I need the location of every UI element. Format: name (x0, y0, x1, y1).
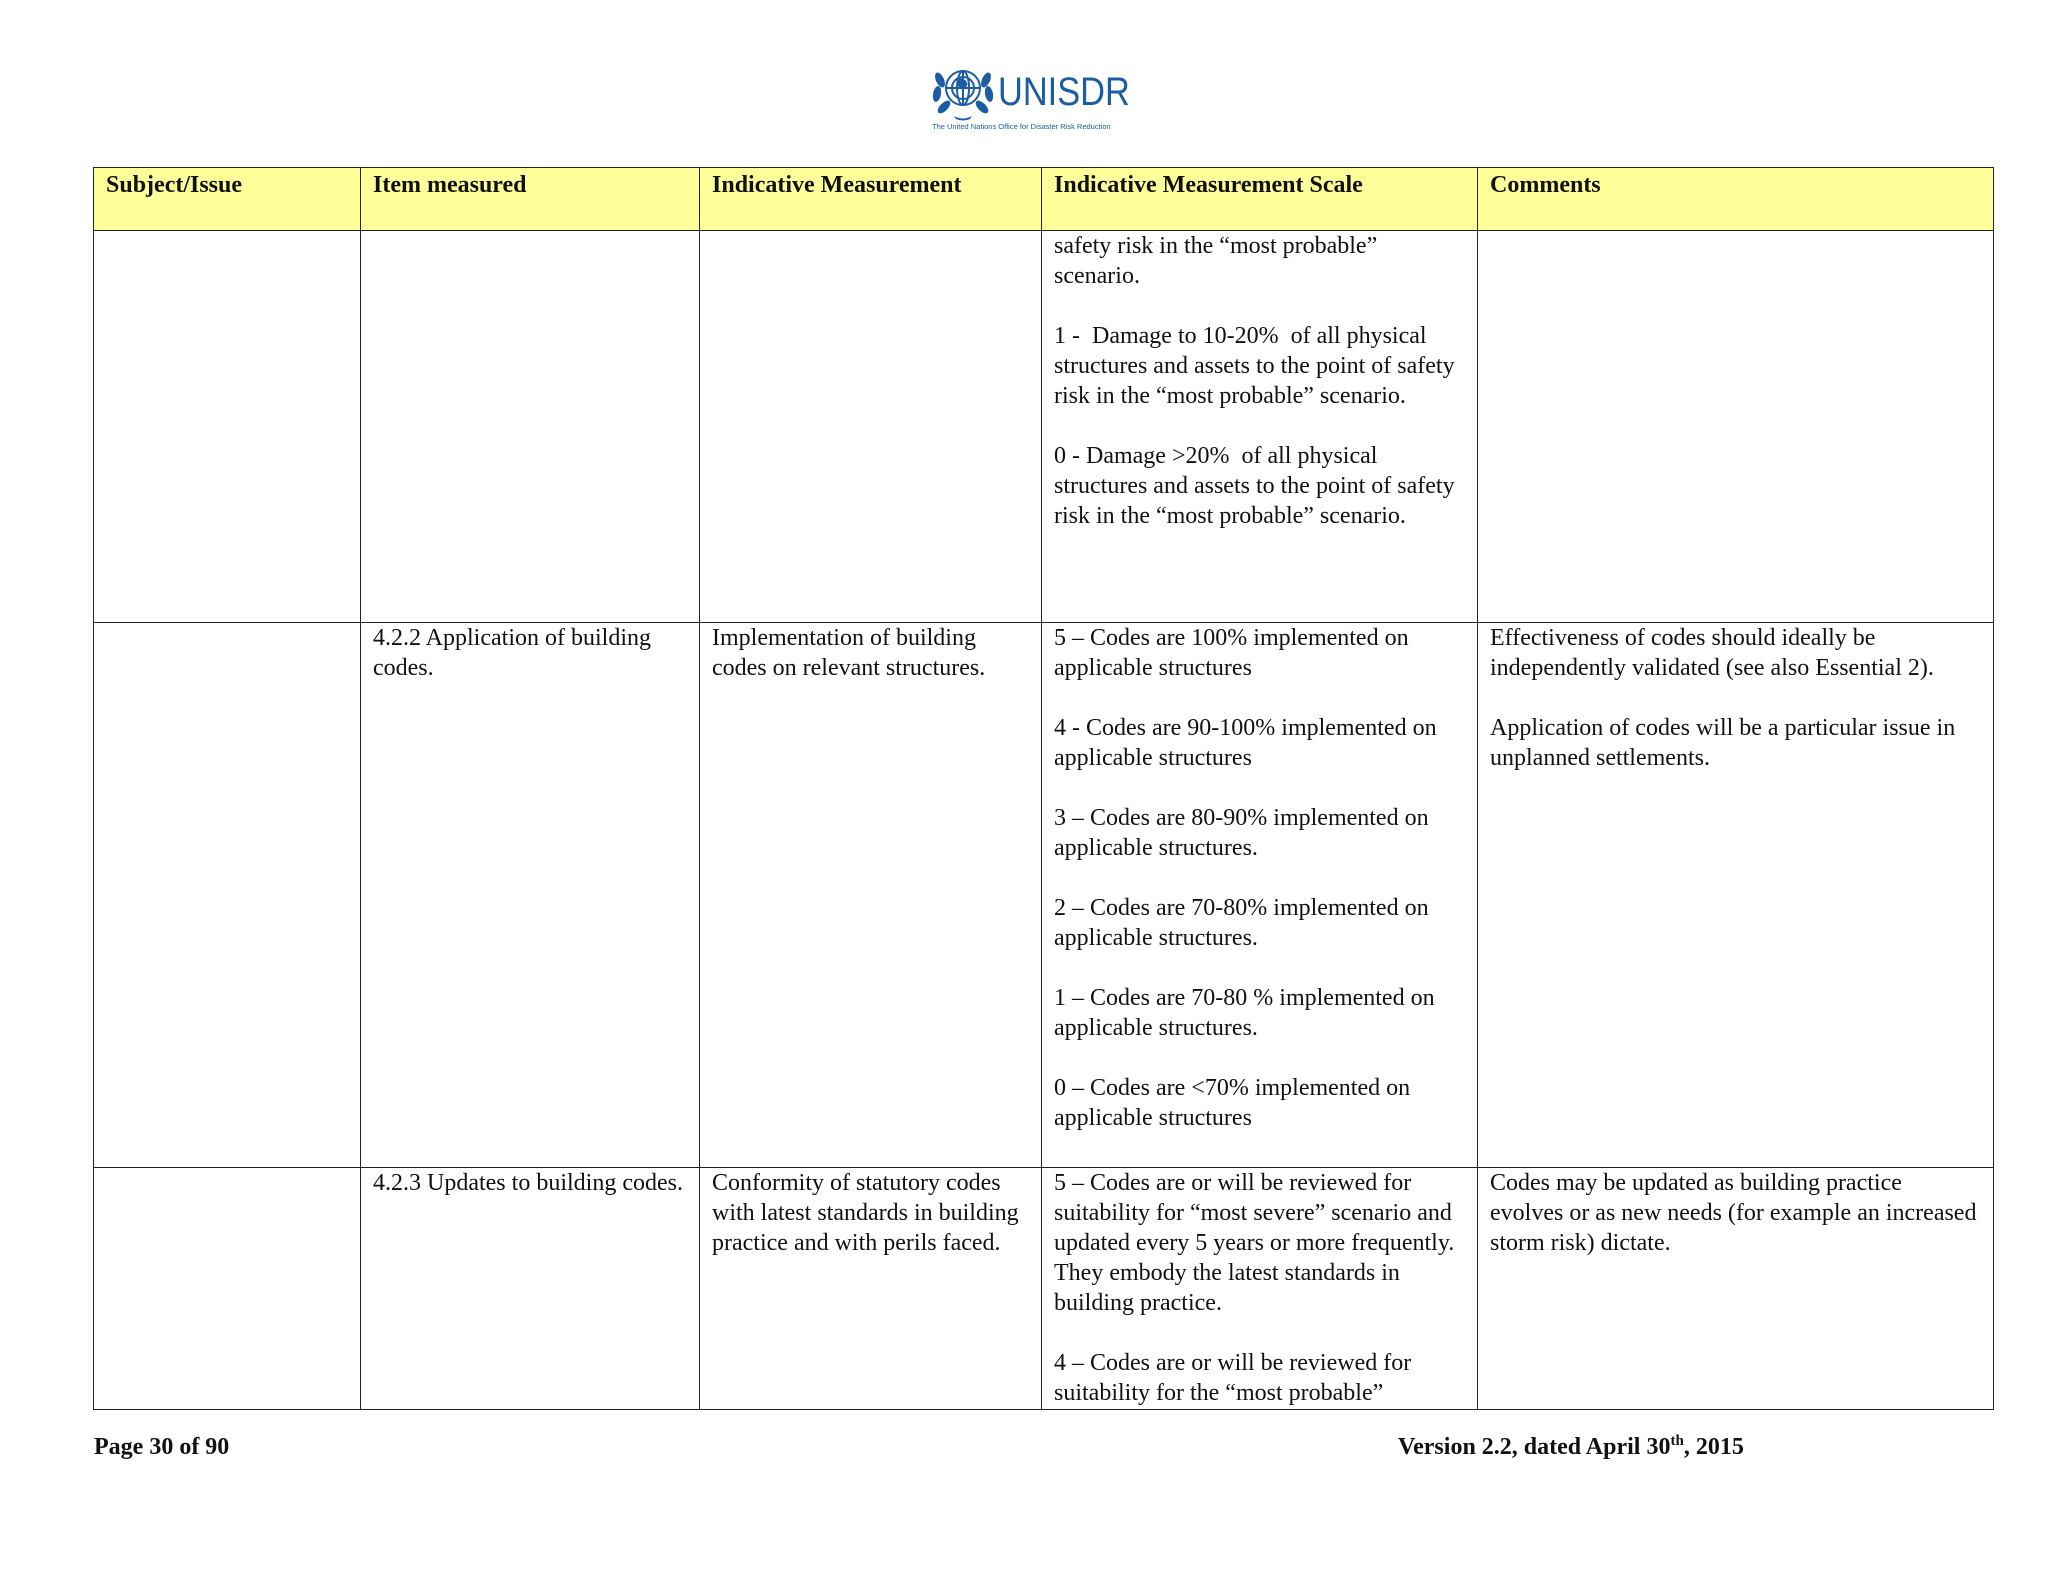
scale-text: 0 – Codes are <70% implemented on applicable structures (1054, 1075, 1417, 1131)
comment-text: Effectiveness of codes should ideally be independently validated (see also Essential 2). (1490, 625, 1934, 681)
logo-wordmark: UNISDR (998, 70, 1130, 114)
table-header-row (94, 168, 1994, 231)
table-row (94, 1168, 1994, 1410)
version-year: , 2015 (1683, 1434, 1744, 1460)
item-cell: 4.2.3 Updates to building codes. (361, 1168, 700, 1410)
header-item-measured: Item measured (361, 168, 700, 231)
item-cell: 4.2.2 Application of building codes. (361, 623, 700, 1168)
subject-cell (94, 231, 361, 623)
un-emblem-icon (930, 58, 996, 124)
page-number: Page 30 of 90 (94, 1434, 230, 1460)
scale-text: 5 – Codes are or will be reviewed for suitability for “most severe” scenario and updated every 5 years or more frequently. They embody the latest standards in building practice. (1054, 1170, 1466, 1316)
scale-text: 1 - Damage to 10-20% of all physical structures and assets to the point of safety risk in the “most probable” scenario. (1054, 323, 1461, 409)
scale-cell (1042, 1168, 1478, 1410)
table-row (94, 623, 1994, 1168)
header-measurement-scale: Indicative Measurement Scale (1042, 168, 1478, 231)
unisdr-logo (930, 58, 1150, 130)
comment-text: Application of codes will be a particular issue in unplanned settlements. (1490, 715, 1962, 771)
version-superscript: th (1670, 1433, 1684, 1449)
header-comments: Comments (1478, 168, 1994, 231)
header-indicative-measurement: Indicative Measurement (700, 168, 1042, 231)
version-text: Version 2.2, dated April 30 (1398, 1434, 1671, 1460)
comments-cell (1478, 1168, 1994, 1410)
scale-text: 5 – Codes are 100% implemented on applicable structures (1054, 625, 1415, 681)
scale-text: 3 – Codes are 80-90% implemented on applicable structures. (1054, 805, 1435, 861)
scale-text: 4 - Codes are 90-100% implemented on applicable structures (1054, 715, 1443, 771)
scale-cell (1042, 231, 1478, 623)
scale-cell (1042, 623, 1478, 1168)
version-info (1398, 1432, 1744, 1462)
subject-cell (94, 623, 361, 1168)
measurement-cell (700, 231, 1042, 623)
table-row (94, 231, 1994, 623)
scale-text: 1 – Codes are 70-80 % implemented on applicable structures. (1054, 985, 1441, 1041)
scale-text: 0 - Damage >20% of all physical structures and assets to the point of safety risk in the “most probable” scenario. (1054, 443, 1461, 529)
comments-cell (1478, 231, 1994, 623)
measurement-cell: Implementation of building codes on relevant structures. (700, 623, 1042, 1168)
scale-text: 2 – Codes are 70-80% implemented on applicable structures. (1054, 895, 1435, 951)
logo-tagline: The United Nations Office for Disaster Risk Reduction (932, 122, 1111, 131)
scale-text: safety risk in the “most probable” scenario. (1054, 233, 1384, 289)
subject-cell (94, 1168, 361, 1410)
header-subject: Subject/Issue (94, 168, 361, 231)
measurement-table (93, 167, 1994, 1410)
item-cell (361, 231, 700, 623)
comments-cell (1478, 623, 1994, 1168)
comment-text: Codes may be updated as building practice evolves or as new needs (for example an increased storm risk) dictate. (1490, 1170, 1983, 1256)
measurement-cell: Conformity of statutory codes with latest standards in building practice and with perils faced. (700, 1168, 1042, 1410)
scale-text: 4 – Codes are or will be reviewed for suitability for the “most probable” (1054, 1350, 1418, 1406)
